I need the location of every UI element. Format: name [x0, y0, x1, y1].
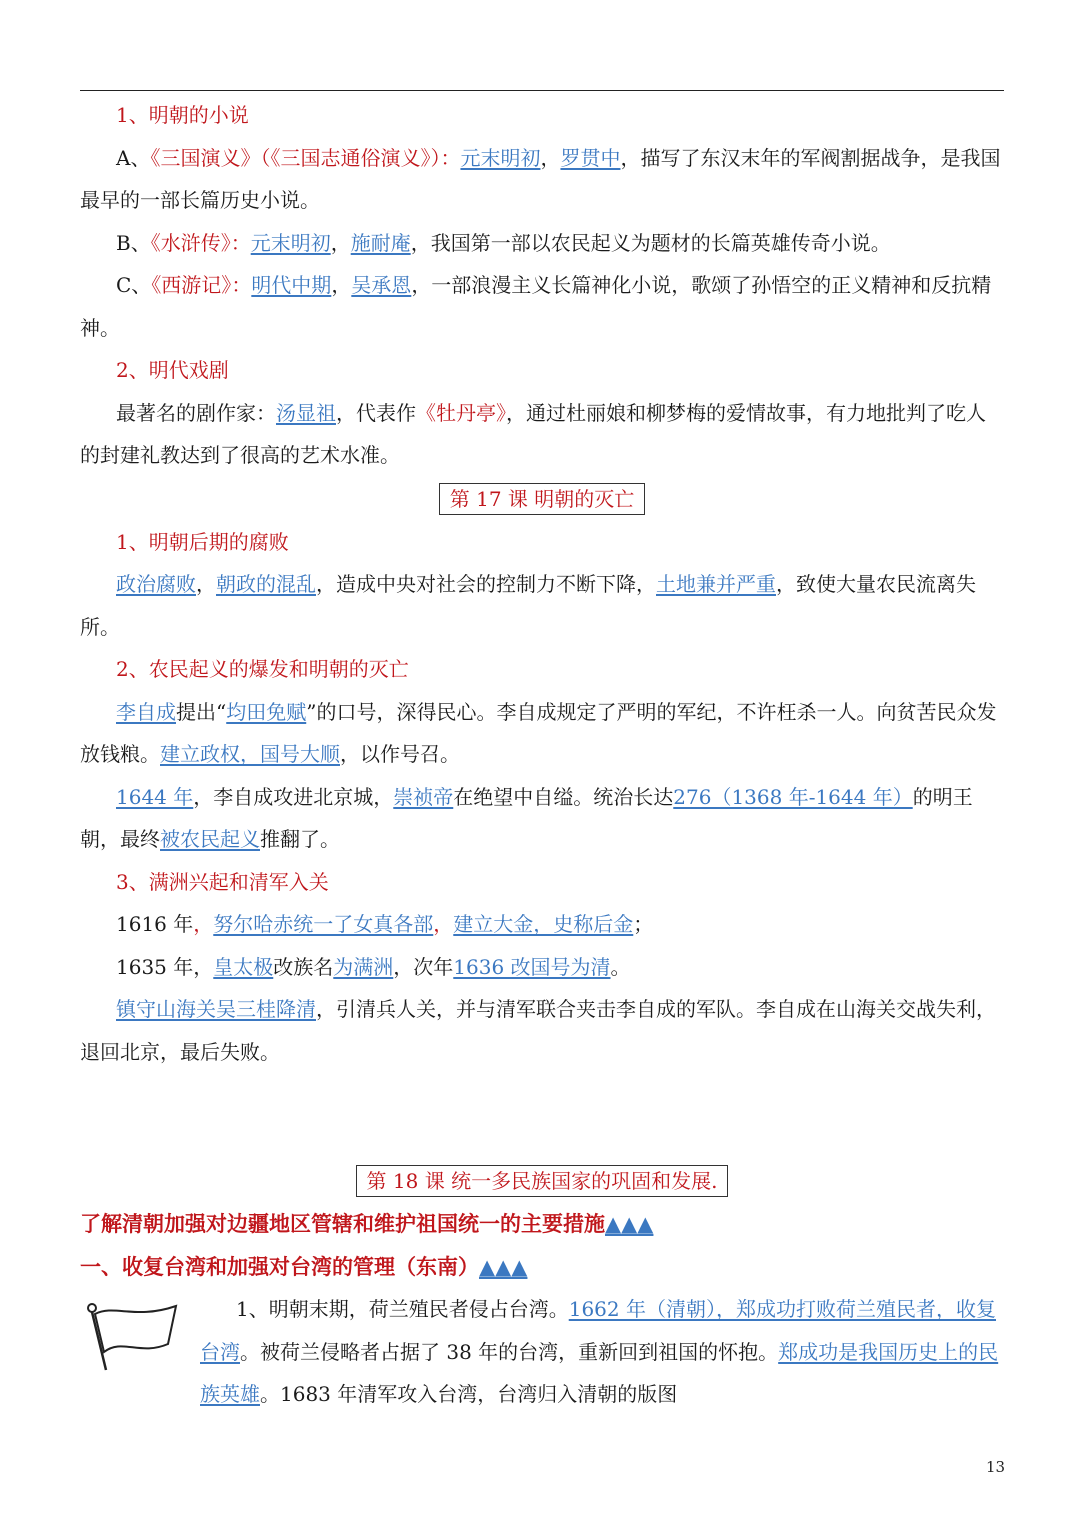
- paragraph-1635: 1635 年，皇太极改族名为满洲，次年1636 改国号为清。: [116, 954, 631, 979]
- spacer: [80, 1073, 1004, 1159]
- paragraph-novel-a: A、《三国演义》（《三国志通俗演义》）：元末明初，罗贯中，描写了东汉末年的军阀割据战争，是我国最早的一部长篇历史小说。: [80, 145, 1001, 212]
- importance-marks: ▲▲▲: [605, 1211, 654, 1236]
- keyword: 《西游记》: [151, 273, 232, 297]
- page-content: [80, 94, 1004, 1416]
- keyword: 均田免赋: [226, 699, 307, 724]
- keyword: 被农民起义: [160, 827, 260, 851]
- paragraph-corruption: 政治腐败，朝政的混乱，造成中央对社会的控制力不断下降，土地兼并严重，致使大量农民流离失所。: [80, 572, 976, 639]
- keyword: 镇守山海关吴三桂降清: [116, 997, 316, 1021]
- keyword: 努尔哈赤统一了女真各部: [213, 912, 434, 936]
- keyword: 崇祯帝: [393, 784, 454, 809]
- section-heading: 2、明代戏剧: [116, 358, 229, 382]
- paragraph-uprising: 李自成提出“均田免赋”的口号，深得民心。李自成规定了严明的军纪，不许枉杀一人。向贫苦民众发放钱粮。建立政权，国号大顺，以作号召。: [80, 699, 997, 766]
- importance-marks: ▲▲▲: [479, 1253, 528, 1279]
- section-heading: 1、明朝的小说: [116, 103, 249, 127]
- section-heading: 2、农民起义的爆发和明朝的灭亡: [116, 657, 409, 681]
- keyword: 朝政的混乱: [216, 572, 316, 596]
- page-number: 13: [986, 1458, 1006, 1476]
- keyword: 汤显祖: [276, 400, 336, 425]
- keyword: 吴承恩: [351, 273, 412, 297]
- paragraph-wu-sangui: 镇守山海关吴三桂降清，引清兵人关，并与清军联合夹击李自成的军队。李自成在山海关交战失利， 退回北京，最后失败。: [80, 997, 996, 1064]
- keyword: 276（1368 年-1644 年）: [673, 784, 913, 809]
- taiwan-block: [80, 1288, 1004, 1416]
- keyword: 为满洲: [333, 954, 394, 979]
- keyword: 元末明初: [460, 145, 541, 170]
- lesson-17-title: 第 17 课 明朝的灭亡: [439, 483, 646, 515]
- keyword: 1636 改国号为清: [453, 954, 611, 979]
- paragraph-1616: 1616 年，努尔哈赤统一了女真各部，建立大金，史称后金；: [116, 912, 654, 936]
- header-rule: [80, 90, 1004, 91]
- lesson-title-wrap: [80, 477, 1004, 521]
- keyword: 李自成: [116, 699, 176, 724]
- keyword: 政治腐败: [116, 572, 196, 596]
- paragraph-drama: 最著名的剧作家：汤显祖，代表作《牡丹亭》，通过杜丽娘和柳梦梅的爱情故事，有力地批判了吃人的封建礼教达到了很高的艺术水准。: [80, 400, 986, 467]
- keyword: 元末明初: [250, 230, 331, 255]
- keyword: 郑成功是我国历史上的民族英雄: [200, 1339, 999, 1406]
- lesson-18-title: 第 18 课 统一多民族国家的巩固和发展.: [356, 1165, 729, 1197]
- paragraph-novel-b: B、《水浒传》：元末明初，施耐庵，我国第一部以农民起义为题材的长篇英雄传奇小说。: [116, 230, 891, 255]
- section-heading: 3、满洲兴起和清军入关: [116, 869, 329, 894]
- keyword: 明代中期: [251, 273, 332, 297]
- keyword: 土地兼并严重: [656, 572, 776, 596]
- keyword: 1644 年: [116, 784, 194, 809]
- flag-icon: [80, 1294, 184, 1374]
- keyword: 施耐庵: [350, 230, 411, 255]
- lesson-title-wrap: [80, 1159, 1004, 1203]
- section-heading: 1、明朝后期的腐败: [116, 529, 289, 554]
- keyword: 皇太极: [213, 954, 274, 979]
- paragraph-taiwan: 1、明朝末期，荷兰殖民者侵占台湾。1662 年（清朝），郑成功打败荷兰殖民者，收复台湾。被荷兰侵略者占据了 38 年的台湾，重新回到祖国的怀抱。郑成功是我国历史上的民族英雄。1683 年清军攻入台湾，台湾归入清朝的版图: [200, 1297, 999, 1406]
- keyword: 建立大金，史称后金: [453, 912, 634, 936]
- keyword: 《牡丹亭》: [416, 400, 506, 425]
- keyword: 《三国志通俗演义》: [270, 145, 431, 170]
- lesson-objective: 了解清朝加强对边疆地区管辖和维护祖国统一的主要措施▲▲▲: [80, 1211, 654, 1236]
- paragraph-fall: 1644 年，李自成攻进北京城，崇祯帝在绝望中自缢。统治长达276（1368 年-1644 年）的明王朝，最终被农民起义推翻了。: [80, 784, 973, 851]
- section-heading-taiwan: 一、收复台湾和加强对台湾的管理（东南）▲▲▲: [80, 1253, 528, 1279]
- keyword: 《水浒传》: [150, 230, 231, 255]
- keyword: 罗贯中: [560, 145, 621, 170]
- keyword: 1662 年（清朝），郑成功打败荷兰殖民者，收复台湾: [200, 1297, 996, 1364]
- keyword: 《三国演义》: [150, 145, 261, 170]
- paragraph-novel-c: C、《西游记》：明代中期，吴承恩，一部浪漫主义长篇神化小说，歌颂了孙悟空的正义精神和反抗精神。: [80, 273, 992, 340]
- keyword: 建立政权，国号大顺: [160, 742, 340, 766]
